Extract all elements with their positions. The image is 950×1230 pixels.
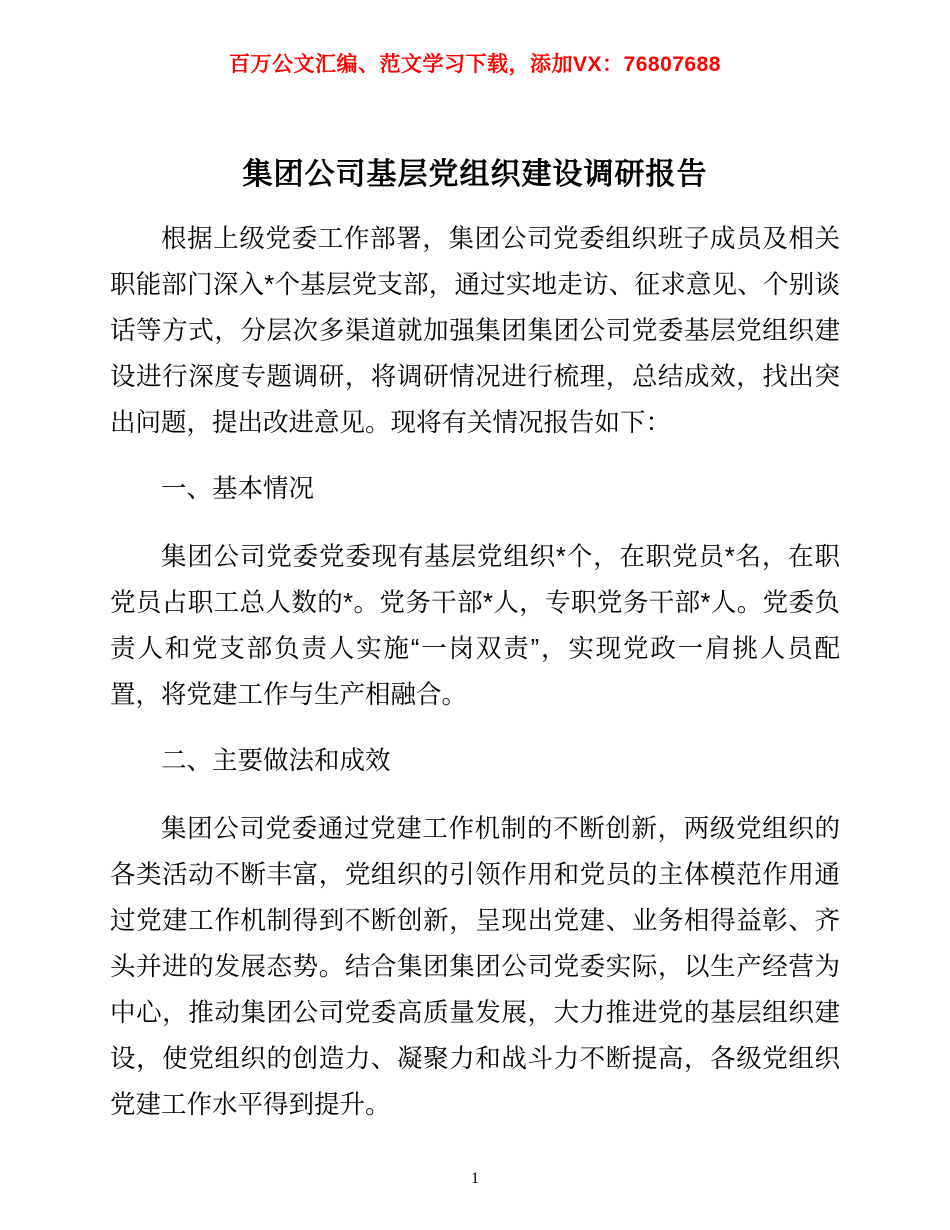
page-title: 集团公司基层党组织建设调研报告	[242, 158, 708, 192]
page-number: 1	[471, 1170, 479, 1187]
section-heading-2: 二、主要做法和成效	[161, 747, 391, 776]
watermark-banner: 百万公文汇编、范文学习下载，添加VX：76807688	[229, 53, 721, 76]
paragraph-section-2-body: 集团公司党委通过党建工作机制的不断创新，两级党组织的各类活动不断丰富，党组织的引领作用和党员的主体模范作用通过党建工作机制得到不断创新，呈现出党建、业务相得益彰、齐头并进的发展态势。结合集团集团公司党委实际，以生产经营为中心，推动集团公司党委高质量发展，大力推进党的基层组织建设，使党组织的创造力、凝聚力和战斗力不断提高，各级党组织党建工作水平得到提升。	[110, 815, 840, 1120]
paragraph-section-1-body: 集团公司党委党委现有基层党组织*个，在职党员*名，在职党员占职工总人数的*。党务干部*人，专职党务干部*人。党委负责人和党支部负责人实施“一岗双责”，实现党政一肩挑人员配置，将党建工作与生产相融合。	[110, 543, 840, 710]
paragraph-intro: 根据上级党委工作部署，集团公司党委组织班子成员及相关职能部门深入*个基层党支部，通过实地走访、征求意见、个别谈话等方式，分层次多渠道就加强集团集团公司党委基层党组织建设进行深度专题调研，将调研情况进行梳理，总结成效，找出突出问题，提出改进意见。现将有关情况报告如下：	[110, 225, 840, 438]
section-heading-1: 一、基本情况	[161, 475, 315, 504]
